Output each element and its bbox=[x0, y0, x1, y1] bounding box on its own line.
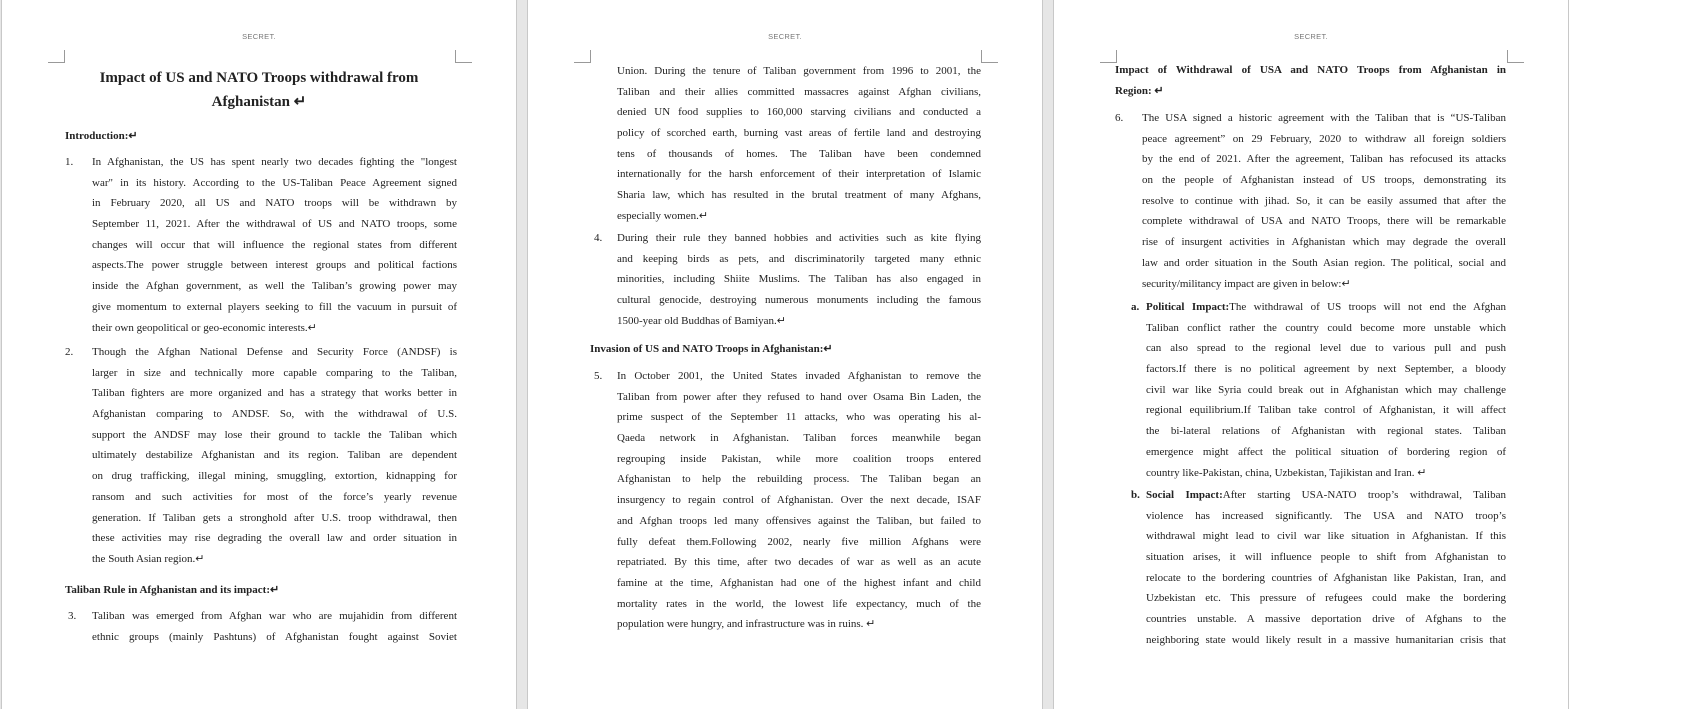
list-marker: 3. bbox=[68, 610, 77, 622]
text-line: civil war like Syria could break out in Afghanistan which may challenge bbox=[1146, 383, 1506, 396]
text-line: fully defeat them.Following 2002, nearly five million Afghans were bbox=[617, 535, 981, 548]
text-line: Afghanistan ↵ bbox=[211, 94, 307, 110]
text-line: regional equilibrium.If Taliban take control of Afghanistan, it will affect bbox=[1146, 404, 1506, 417]
text-line: ultimately destabilize Afghanistan and its region. Taliban are dependent bbox=[92, 449, 457, 462]
text-line: The USA signed a historic agreement with the Taliban that is “US-Taliban bbox=[1142, 112, 1506, 124]
list-marker: 4. bbox=[594, 232, 603, 244]
text-line: these activities may rise degrading the overall law and order situation in bbox=[92, 532, 457, 545]
text-line: insurgency to regain control of Afghanistan. Over the next decade, ISAF bbox=[617, 494, 981, 507]
text-line: Invasion of US and NATO Troops in Afghanistan:↵ bbox=[590, 343, 833, 355]
page-3 bbox=[1053, 0, 1569, 709]
line-text: After starting USA-NATO troop’s withdrawal, Taliban bbox=[1222, 489, 1506, 501]
text-line: Qaeda network in Afghanistan. Taliban forces meanwhile began bbox=[617, 432, 981, 445]
text-line: resolve to continue with jihad. So, it can be easily assumed that after the bbox=[1142, 194, 1506, 207]
paragraph[interactable] bbox=[65, 342, 457, 570]
lead-in-label: Social Impact: bbox=[1146, 489, 1223, 501]
text-line: especially women.↵ bbox=[617, 209, 709, 222]
text-line: Taliban and their allies committed massacres against Afghan civilians, bbox=[617, 85, 981, 98]
text-line: and Afghan troops led many offensives against the Taliban, but failed to bbox=[617, 514, 981, 527]
text-line: withdrawal might lead to civil war like situation in Afghanistan. If this bbox=[1146, 530, 1506, 543]
list-marker: 5. bbox=[594, 370, 603, 382]
text-line: on drug trafficking, illegal mining, smuggling, extortion, kidnapping for bbox=[92, 470, 457, 483]
text-line bbox=[1146, 297, 1506, 318]
text-line: law and order situation in the South Asian region. The political, social and bbox=[1142, 256, 1506, 269]
list-marker: 1. bbox=[65, 156, 74, 168]
crop-mark-left bbox=[574, 50, 591, 63]
section-heading[interactable] bbox=[65, 126, 457, 147]
text-line: Impact of Withdrawal of USA and NATO Troops from Afghanistan in bbox=[1115, 64, 1506, 76]
text-line: and keeping birds as pets, and discriminatorily targeted many ethnic bbox=[617, 252, 981, 265]
text-line: 1500-year old Buddhas of Bamiyan.↵ bbox=[617, 314, 786, 327]
text-line: countries unstable. A massive deportation drive of Afghans to the bbox=[1146, 613, 1506, 626]
list-marker: 6. bbox=[1115, 112, 1124, 124]
page-1 bbox=[1, 0, 517, 709]
text-line: rise of insurgent activities in Afghanistan which may degrade the overall bbox=[1142, 236, 1506, 249]
page-header-label: SECRET. bbox=[768, 32, 802, 41]
crop-mark-right bbox=[1507, 50, 1524, 63]
text-line: security/militancy impact are given in below:↵ bbox=[1142, 277, 1351, 290]
text-line: peace agreement” on 29 February, 2020 to withdraw all foreign soldiers bbox=[1142, 132, 1506, 145]
text-line: ransom and such activities for most of the force’s yearly revenue bbox=[92, 490, 457, 503]
text-line: inside the Afghan government, as well the Taliban’s growing power may bbox=[92, 280, 457, 293]
text-line: Union. During the tenure of Taliban government from 1996 to 2001, the bbox=[617, 65, 981, 77]
text-line: In October 2001, the United States invaded Afghanistan to remove the bbox=[617, 370, 981, 382]
text-line: Taliban from power after they refused to hand over Osama Bin Laden, the bbox=[617, 390, 981, 403]
text-line: internationally for the harsh enforcement of their interpretation of Islamic bbox=[617, 168, 981, 181]
text-line: emergence might affect the political situation of bordering region of bbox=[1146, 445, 1506, 458]
document-title[interactable] bbox=[64, 66, 454, 114]
paragraph[interactable] bbox=[594, 366, 981, 635]
text-line: Taliban fighters are more organized and has a strategy that works better in bbox=[92, 387, 457, 400]
crop-mark-right bbox=[455, 50, 472, 63]
text-line: famine at the time, Afghanistan had one of the highest infant and child bbox=[617, 576, 981, 589]
text-line: minorities, including Shiite Muslims. The Taliban has also engaged in bbox=[617, 273, 981, 286]
text-line: give momentum to external players seeking to fill the vacuum in pursuit of bbox=[92, 300, 457, 313]
text-line: the bi-lateral relations of Afghanistan with regional states. Taliban bbox=[1146, 425, 1506, 438]
section-heading[interactable] bbox=[590, 339, 981, 360]
text-line: Taliban was emerged from Afghan war who are mujahidin from different bbox=[92, 610, 457, 622]
paragraph[interactable] bbox=[1131, 485, 1506, 651]
section-heading[interactable] bbox=[1115, 60, 1506, 101]
paragraph[interactable] bbox=[68, 606, 457, 647]
text-line: Impact of US and NATO Troops withdrawal from bbox=[99, 70, 419, 86]
text-line: support the ANDSF may lose their ground to tackle the Taliban which bbox=[92, 428, 457, 441]
text-line: Introduction:↵ bbox=[65, 130, 138, 142]
text-line: mortality rates in the world, the lowest life expectancy, much of the bbox=[617, 597, 981, 610]
text-line: the South Asian region.↵ bbox=[92, 552, 205, 565]
paragraph[interactable] bbox=[617, 61, 981, 227]
text-line: neighboring state would likely result in a massive humanitarian crisis that bbox=[1146, 633, 1506, 646]
text-line: aspects.The power struggle between interest groups and political factions bbox=[92, 259, 457, 272]
lead-in-label: Political Impact: bbox=[1146, 301, 1230, 313]
text-line bbox=[1146, 485, 1506, 506]
crop-mark-left bbox=[48, 50, 65, 63]
text-line: cultural genocide, destroying numerous monuments including the famous bbox=[617, 294, 981, 307]
paragraph[interactable] bbox=[65, 152, 457, 338]
page-header-label: SECRET. bbox=[242, 32, 276, 41]
line-text: The withdrawal of US troops will not end the Afghan bbox=[1229, 301, 1506, 313]
text-line: prime suspect of the September 11 attacks, who was operating his al- bbox=[617, 411, 981, 424]
text-line: In Afghanistan, the US has spent nearly two decades fighting the "longest bbox=[92, 156, 457, 168]
text-line: policy of scorched earth, burning vast areas of fertile land and destroying bbox=[617, 127, 981, 140]
text-line: Though the Afghan National Defense and Security Force (ANDSF) is bbox=[92, 346, 457, 358]
text-line: Afghanistan comparing to ANDSF. So, with the withdrawal of U.S. bbox=[92, 408, 457, 421]
text-line: complete withdrawal of USA and NATO Troops, there will be remarkable bbox=[1142, 215, 1506, 228]
paragraph[interactable] bbox=[1115, 108, 1506, 294]
text-line: Taliban conflict rather the country could become more unstable which bbox=[1146, 321, 1506, 334]
list-marker: b. bbox=[1131, 489, 1140, 501]
text-line: regrouping inside Pakistan, while more coalition troops entered bbox=[617, 452, 981, 465]
text-line: Taliban Rule in Afghanistan and its impact:↵ bbox=[65, 584, 280, 596]
page-header-label: SECRET. bbox=[1294, 32, 1328, 41]
paragraph[interactable] bbox=[594, 228, 981, 331]
text-line: can also spread to the regional level due to various pull and push bbox=[1146, 342, 1506, 355]
crop-mark-right bbox=[981, 50, 998, 63]
section-heading[interactable] bbox=[65, 580, 457, 601]
text-line: September 11, 2021. After the withdrawal of US and NATO troops, some bbox=[92, 218, 457, 231]
text-line: Uzbekistan etc. This pressure of refugees could make the bordering bbox=[1146, 592, 1506, 605]
text-line: relocate to the bordering countries of Afghanistan like Pakistan, Iran, and bbox=[1146, 571, 1506, 584]
paragraph[interactable] bbox=[1131, 297, 1506, 483]
text-line: country like-Pakistan, china, Uzbekistan, Tajikistan and Iran. ↵ bbox=[1146, 466, 1427, 479]
text-line: in February 2020, all US and NATO troops will be withdrawn by bbox=[92, 197, 457, 210]
list-marker: a. bbox=[1131, 301, 1140, 313]
page-2 bbox=[527, 0, 1043, 709]
text-line: their own geopolitical or geo-economic interests.↵ bbox=[92, 321, 317, 334]
text-line: generation. If Taliban gets a stronghold after U.S. troop withdrawal, then bbox=[92, 511, 457, 524]
text-line: factors.If there is no political agreement by next September, a bloody bbox=[1146, 363, 1506, 376]
text-line: situation arises, it will influence people to shift from Afghanistan to bbox=[1146, 551, 1506, 564]
text-line: violence has increased significantly. The USA and NATO troop’s bbox=[1146, 509, 1506, 522]
text-line: ethnic groups (mainly Pashtuns) of Afghanistan fought against Soviet bbox=[92, 630, 457, 643]
text-line: tens of thousands of homes. The Taliban have been condemned bbox=[617, 147, 981, 160]
text-line: on the people of Afghanistan instead of US troops, demonstrating its bbox=[1142, 174, 1506, 187]
text-line: Afghanistan to help the rebuilding process. The Taliban began an bbox=[617, 473, 981, 486]
text-line: by the end of 2021. After the agreement, Taliban has refocused its attacks bbox=[1142, 153, 1506, 166]
text-line: population were hungry, and infrastructure was in ruins. ↵ bbox=[617, 618, 876, 631]
text-line: war" in its history. According to the US-Taliban Peace Agreement signed bbox=[92, 176, 457, 189]
text-line: During their rule they banned hobbies and activities such as kite flying bbox=[617, 232, 981, 244]
text-line: denied UN food supplies to 160,000 starving civilians and conducted a bbox=[617, 106, 981, 119]
text-line: repatriated. By this time, after two decades of war as well as an acute bbox=[617, 556, 981, 569]
text-line: larger in size and technically more capable comparing to the Taliban, bbox=[92, 366, 457, 379]
text-line: Sharia law, which has resulted in the brutal treatment of many Afghans, bbox=[617, 189, 981, 202]
text-line: Region: ↵ bbox=[1115, 84, 1164, 97]
text-line: changes will occur that will influence the regional states from different bbox=[92, 238, 457, 251]
list-marker: 2. bbox=[65, 346, 74, 358]
